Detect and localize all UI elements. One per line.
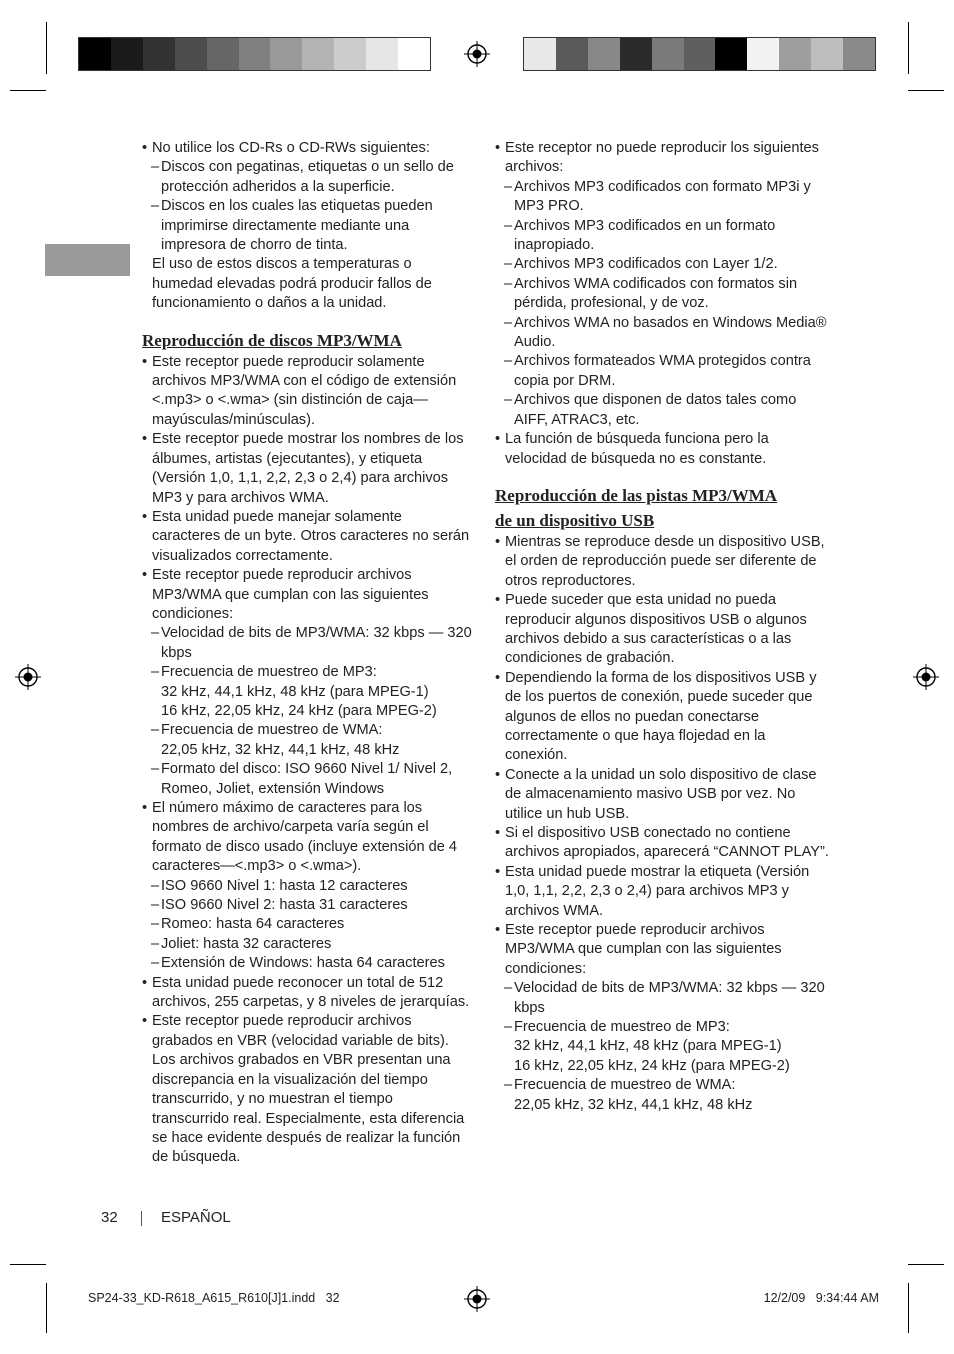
color-bar-right (523, 37, 876, 71)
list-item: • La función de búsqueda funciona pero la velocidad de búsqueda no es constante. (495, 430, 830, 469)
list-item: 16 kHz, 22,05 kHz, 24 kHz (para MPEG-2) (514, 1057, 790, 1074)
footer-language: ESPAÑOL (161, 1209, 231, 1226)
color-swatch (843, 38, 875, 70)
list-item: – Frecuencia de muestreo de WMA: (495, 1076, 830, 1095)
list-item: – Archivos MP3 codificados en un formato inapropiado. (495, 217, 830, 256)
section-heading: Reproducción de discos MP3/WMA (142, 330, 402, 350)
left-column (142, 139, 472, 1168)
list-item: • Esta unidad puede manejar solamente caracteres de un byte. Otros caracteres no serán visualizados correctamente. (142, 508, 472, 566)
crop-mark (908, 1283, 909, 1333)
section-heading-line: de un dispositivo USB (495, 510, 655, 530)
list-item: • Esta unidad puede reconocer un total de 512 archivos, 255 carpetas, y 8 niveles de jerarquías. (142, 974, 472, 1013)
list-item: 32 kHz, 44,1 kHz, 48 kHz (para MPEG-1) (161, 683, 429, 700)
color-swatch (684, 38, 716, 70)
list-item: – Romeo: hasta 64 caracteres (142, 915, 472, 934)
language-tab (45, 244, 130, 276)
list-item: • Dependiendo la forma de los dispositivos USB y de los puertos de conexión, puede suceder que algunos de ellos no puedan conectarse correctamente o que haya flojedad en la conexión. (495, 669, 830, 766)
color-swatch (524, 38, 556, 70)
color-swatch (620, 38, 652, 70)
list-item: – Frecuencia de muestreo de MP3: (495, 1018, 830, 1037)
list-item: – Extensión de Windows: hasta 64 caracteres (142, 954, 472, 973)
slug-timestamp: 12/2/09 9:34:44 AM (763, 1291, 879, 1305)
crop-mark (10, 90, 46, 91)
list-item: • Este receptor puede mostrar los nombres de los álbumes, artistas (ejecutantes), y etiqueta (Versión 1,0, 1,1, 2,2, 2,3 o 2,4) para archivos MP3 y para archivos WMA. (142, 430, 472, 508)
color-swatch (398, 38, 430, 70)
list-item: – ISO 9660 Nivel 1: hasta 12 caracteres (142, 877, 472, 896)
registration-mark-icon (464, 1286, 490, 1312)
list-item: 22,05 kHz, 32 kHz, 44,1 kHz, 48 kHz (161, 741, 400, 758)
list-item: – Archivos MP3 codificados con Layer 1/2. (495, 255, 830, 274)
crop-mark (908, 22, 909, 74)
color-swatch (175, 38, 207, 70)
section-heading-line: Reproducción de las pistas MP3/WMA (495, 485, 778, 505)
color-bar-left (78, 37, 431, 71)
color-swatch (747, 38, 779, 70)
list-item: – Archivos formateados WMA protegidos contra copia por DRM. (495, 352, 830, 391)
slug-filename: SP24-33_KD-R618_A615_R610[J]1.indd 32 (88, 1291, 340, 1305)
color-swatch (811, 38, 843, 70)
list-item: – Discos con pegatinas, etiquetas o un sello de protección adheridos a la superficie. (142, 158, 472, 197)
color-swatch (143, 38, 175, 70)
page-number: 32 (101, 1209, 118, 1226)
list-item: • Este receptor puede reproducir archivos MP3/WMA que cumplan con las siguientes condiciones: (142, 566, 472, 624)
crop-mark (46, 22, 47, 74)
registration-mark-icon (913, 664, 939, 690)
crop-mark (908, 1264, 944, 1265)
section-heading (495, 483, 830, 533)
color-swatch (779, 38, 811, 70)
list-item: – Formato del disco: ISO 9660 Nivel 1/ Nivel 2, Romeo, Joliet, extensión Windows (142, 760, 472, 799)
list-item: 16 kHz, 22,05 kHz, 24 kHz (para MPEG-2) (161, 702, 437, 719)
list-item: • Este receptor puede reproducir solamente archivos MP3/WMA con el código de extensión <.mp3> o <.wma> (sin distinción de caja—mayúsculas/minúsculas). (142, 353, 472, 431)
registration-mark-icon (15, 664, 41, 690)
list-item: • Este receptor no puede reproducir los siguientes archivos: (495, 139, 830, 178)
list-item: • No utilice los CD-Rs o CD-RWs siguientes: (142, 139, 472, 158)
list-item: 32 kHz, 44,1 kHz, 48 kHz (para MPEG-1) (514, 1038, 782, 1055)
list-item: – Velocidad de bits de MP3/WMA: 32 kbps — 320 kbps (142, 624, 472, 663)
color-swatch (207, 38, 239, 70)
list-item: • El número máximo de caracteres para los nombres de archivo/carpeta varía según el formato de disco usado (incluye extensión de 4 caracteres—<.mp3> o <.wma>). (142, 799, 472, 877)
list-item: • Este receptor puede reproducir archivos MP3/WMA que cumplan con las siguientes condiciones: (495, 921, 830, 979)
list-item: – Discos en los cuales las etiquetas pueden imprimirse directamente mediante una impresora de chorro de tinta. (142, 197, 472, 255)
list-item: – ISO 9660 Nivel 2: hasta 31 caracteres (142, 896, 472, 915)
list-item: – Archivos que disponen de datos tales como AIFF, ATRAC3, etc. (495, 391, 830, 430)
list-item: • Si el dispositivo USB conectado no contiene archivos apropiados, aparecerá “CANNOT PLAY”. (495, 824, 830, 863)
footer-divider (141, 1211, 142, 1226)
color-swatch (111, 38, 143, 70)
color-swatch (239, 38, 271, 70)
color-swatch (302, 38, 334, 70)
crop-mark (10, 1264, 46, 1265)
color-swatch (556, 38, 588, 70)
paragraph: El uso de estos discos a temperaturas o humedad elevadas podrá producir fallos de funcionamiento o daños a la unidad. (152, 256, 432, 312)
right-column (495, 139, 830, 1115)
list-item: • Esta unidad puede mostrar la etiqueta (Versión 1,0, 1,1, 2,2, 2,3 o 2,4) para archivos MP3 y archivos WMA. (495, 863, 830, 921)
list-item: – Archivos WMA no basados en Windows Media® Audio. (495, 314, 830, 353)
list-item: 22,05 kHz, 32 kHz, 44,1 kHz, 48 kHz (514, 1096, 753, 1113)
list-item: – Frecuencia de muestreo de WMA: (142, 721, 472, 740)
list-item: – Frecuencia de muestreo de MP3: (142, 663, 472, 682)
color-swatch (366, 38, 398, 70)
color-swatch (334, 38, 366, 70)
crop-mark (908, 90, 944, 91)
list-item: – Archivos MP3 codificados con formato MP3i y MP3 PRO. (495, 178, 830, 217)
list-item: • Este receptor puede reproducir archivos grabados en VBR (velocidad variable de bits). Los archivos grabados en VBR presentan una discrepancia en la visualización del tiempo transcurrido, y no muestran el tiempo transcurrido real. Especialmente, esta diferencia se hace evidente después de realizar la función de búsqueda. (142, 1012, 472, 1167)
list-item: – Archivos WMA codificados con formatos sin pérdida, profesional, y de voz. (495, 275, 830, 314)
list-item: – Joliet: hasta 32 caracteres (142, 935, 472, 954)
color-swatch (715, 38, 747, 70)
color-swatch (588, 38, 620, 70)
list-item: • Mientras se reproduce desde un dispositivo USB, el orden de reproducción puede ser diferente de otros reproductores. (495, 533, 830, 591)
list-item: • Puede suceder que esta unidad no pueda reproducir algunos dispositivos USB o algunos archivos debido a sus características o a las condiciones de grabación. (495, 591, 830, 669)
registration-mark-icon (464, 41, 490, 67)
crop-mark (46, 1283, 47, 1333)
list-item: – Velocidad de bits de MP3/WMA: 32 kbps — 320 kbps (495, 979, 830, 1018)
color-swatch (79, 38, 111, 70)
color-swatch (652, 38, 684, 70)
color-swatch (270, 38, 302, 70)
list-item: • Conecte a la unidad un solo dispositivo de clase de almacenamiento masivo USB por vez. No utilice un hub USB. (495, 766, 830, 824)
